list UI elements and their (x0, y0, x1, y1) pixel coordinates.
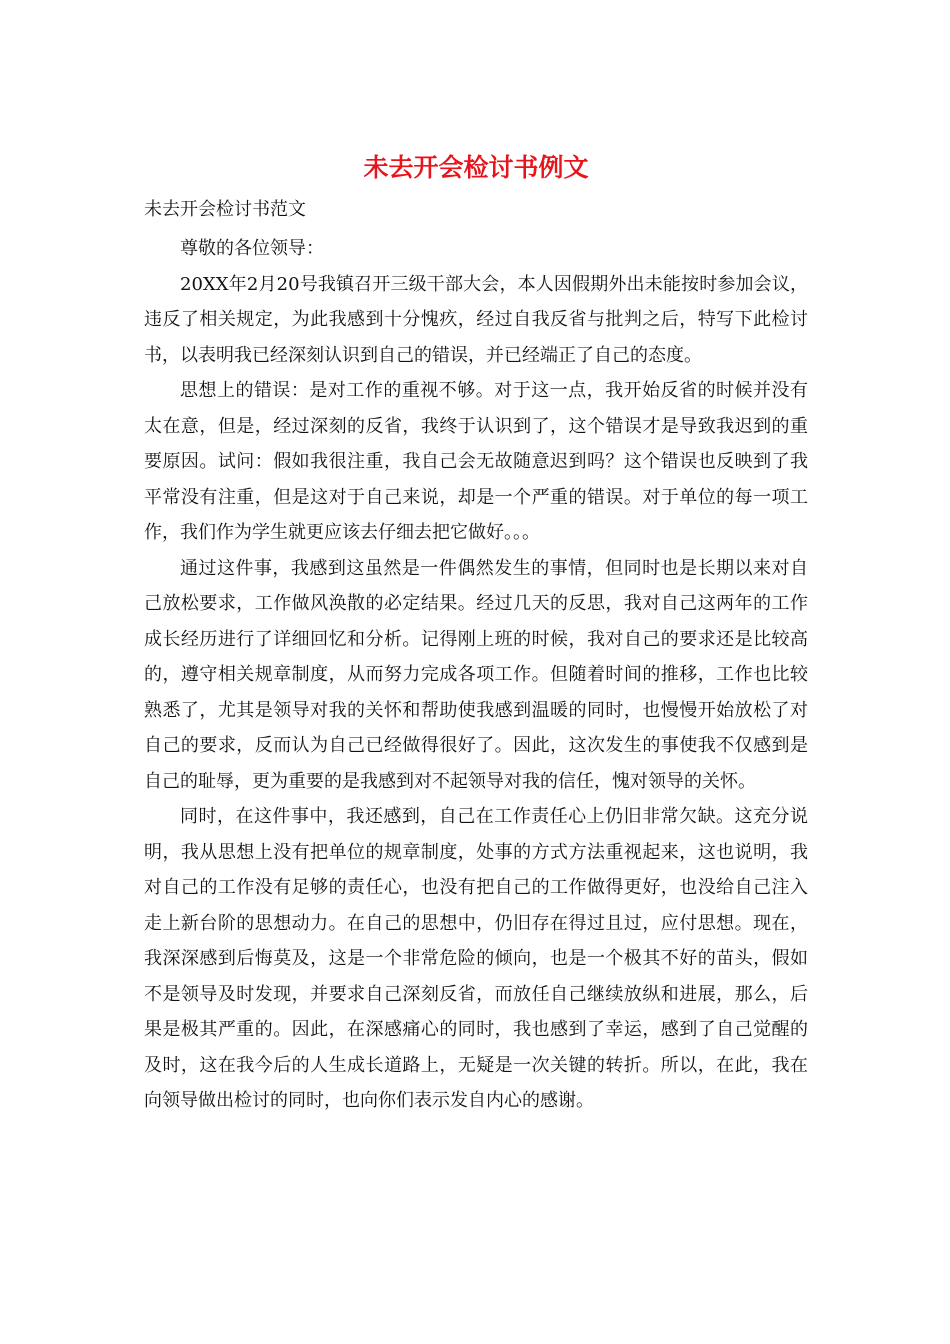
paragraph-incident: 20XX年2月20号我镇召开三级干部大会，本人因假期外出未能按时参加会议，违反了相关规定，为此我感到十分愧疚，经过自我反省与批判之后，特写下此检讨书，以表明我已经深刻认识到自己的错误，并已经端正了自己的态度。 (144, 273, 808, 366)
document-body (144, 231, 808, 1119)
document-title: 未去开会检讨书例文 (363, 153, 589, 182)
salutation: 尊敬的各位领导： (180, 238, 324, 259)
paragraph-thinking-error: 思想上的错误：是对工作的重视不够。对于这一点，我开始反省的时候并没有太在意，但是，经过深刻的反省，我终于认识到了，这个错误才是导致我迟到的重要原因。试问：假如我很注重，我自己会无故随意迟到吗？这个错误也反映到了我平常没有注重，但是这对于自己来说，却是一个严重的错误。对于单位的每一项工作，我们作为学生就更应该去仔细去把它做好。。。 (144, 380, 808, 543)
paragraph-reflection: 通过这件事，我感到这虽然是一件偶然发生的事情，但同时也是长期以来对自己放松要求，工作做风涣散的必定结果。经过几天的反思，我对自己这两年的工作成长经历进行了详细回忆和分析。记得刚上班的时候，我对自己的要求还是比较高的，遵守相关规章制度，从而努力完成各项工作。但随着时间的推移，工作也比较熟悉了，尤其是领导对我的关怀和帮助使我感到温暖的同时，也慢慢开始放松了对自己的要求，反而认为自己已经做得很好了。因此，这次发生的事使我不仅感到是自己的耻辱，更为重要的是我感到对不起领导对我的信任，愧对领导的关怀。 (144, 557, 808, 792)
document-subtitle: 未去开会检讨书范文 (144, 199, 306, 220)
paragraph-responsibility: 同时，在这件事中，我还感到，自己在工作责任心上仍旧非常欠缺。这充分说明，我从思想上没有把单位的规章制度，处事的方式方法重视起来，这也说明，我对自己的工作没有足够的责任心，也没有把自己的工作做得更好，也没给自己注入走上新台阶的思想动力。在自己的思想中，仍旧存在得过且过，应付思想。现在，我深深感到后悔莫及，这是一个非常危险的倾向，也是一个极其不好的苗头，假如不是领导及时发现，并要求自己深刻反省，而放任自己继续放纵和进展，那么，后果是极其严重的。因此，在深感痛心的同时，我也感到了幸运，感到了自己觉醒的及时，这在我今后的人生成长道路上，无疑是一次关键的转折。所以，在此，我在向领导做出检讨的同时，也向你们表示发自内心的感谢。 (144, 806, 808, 1111)
